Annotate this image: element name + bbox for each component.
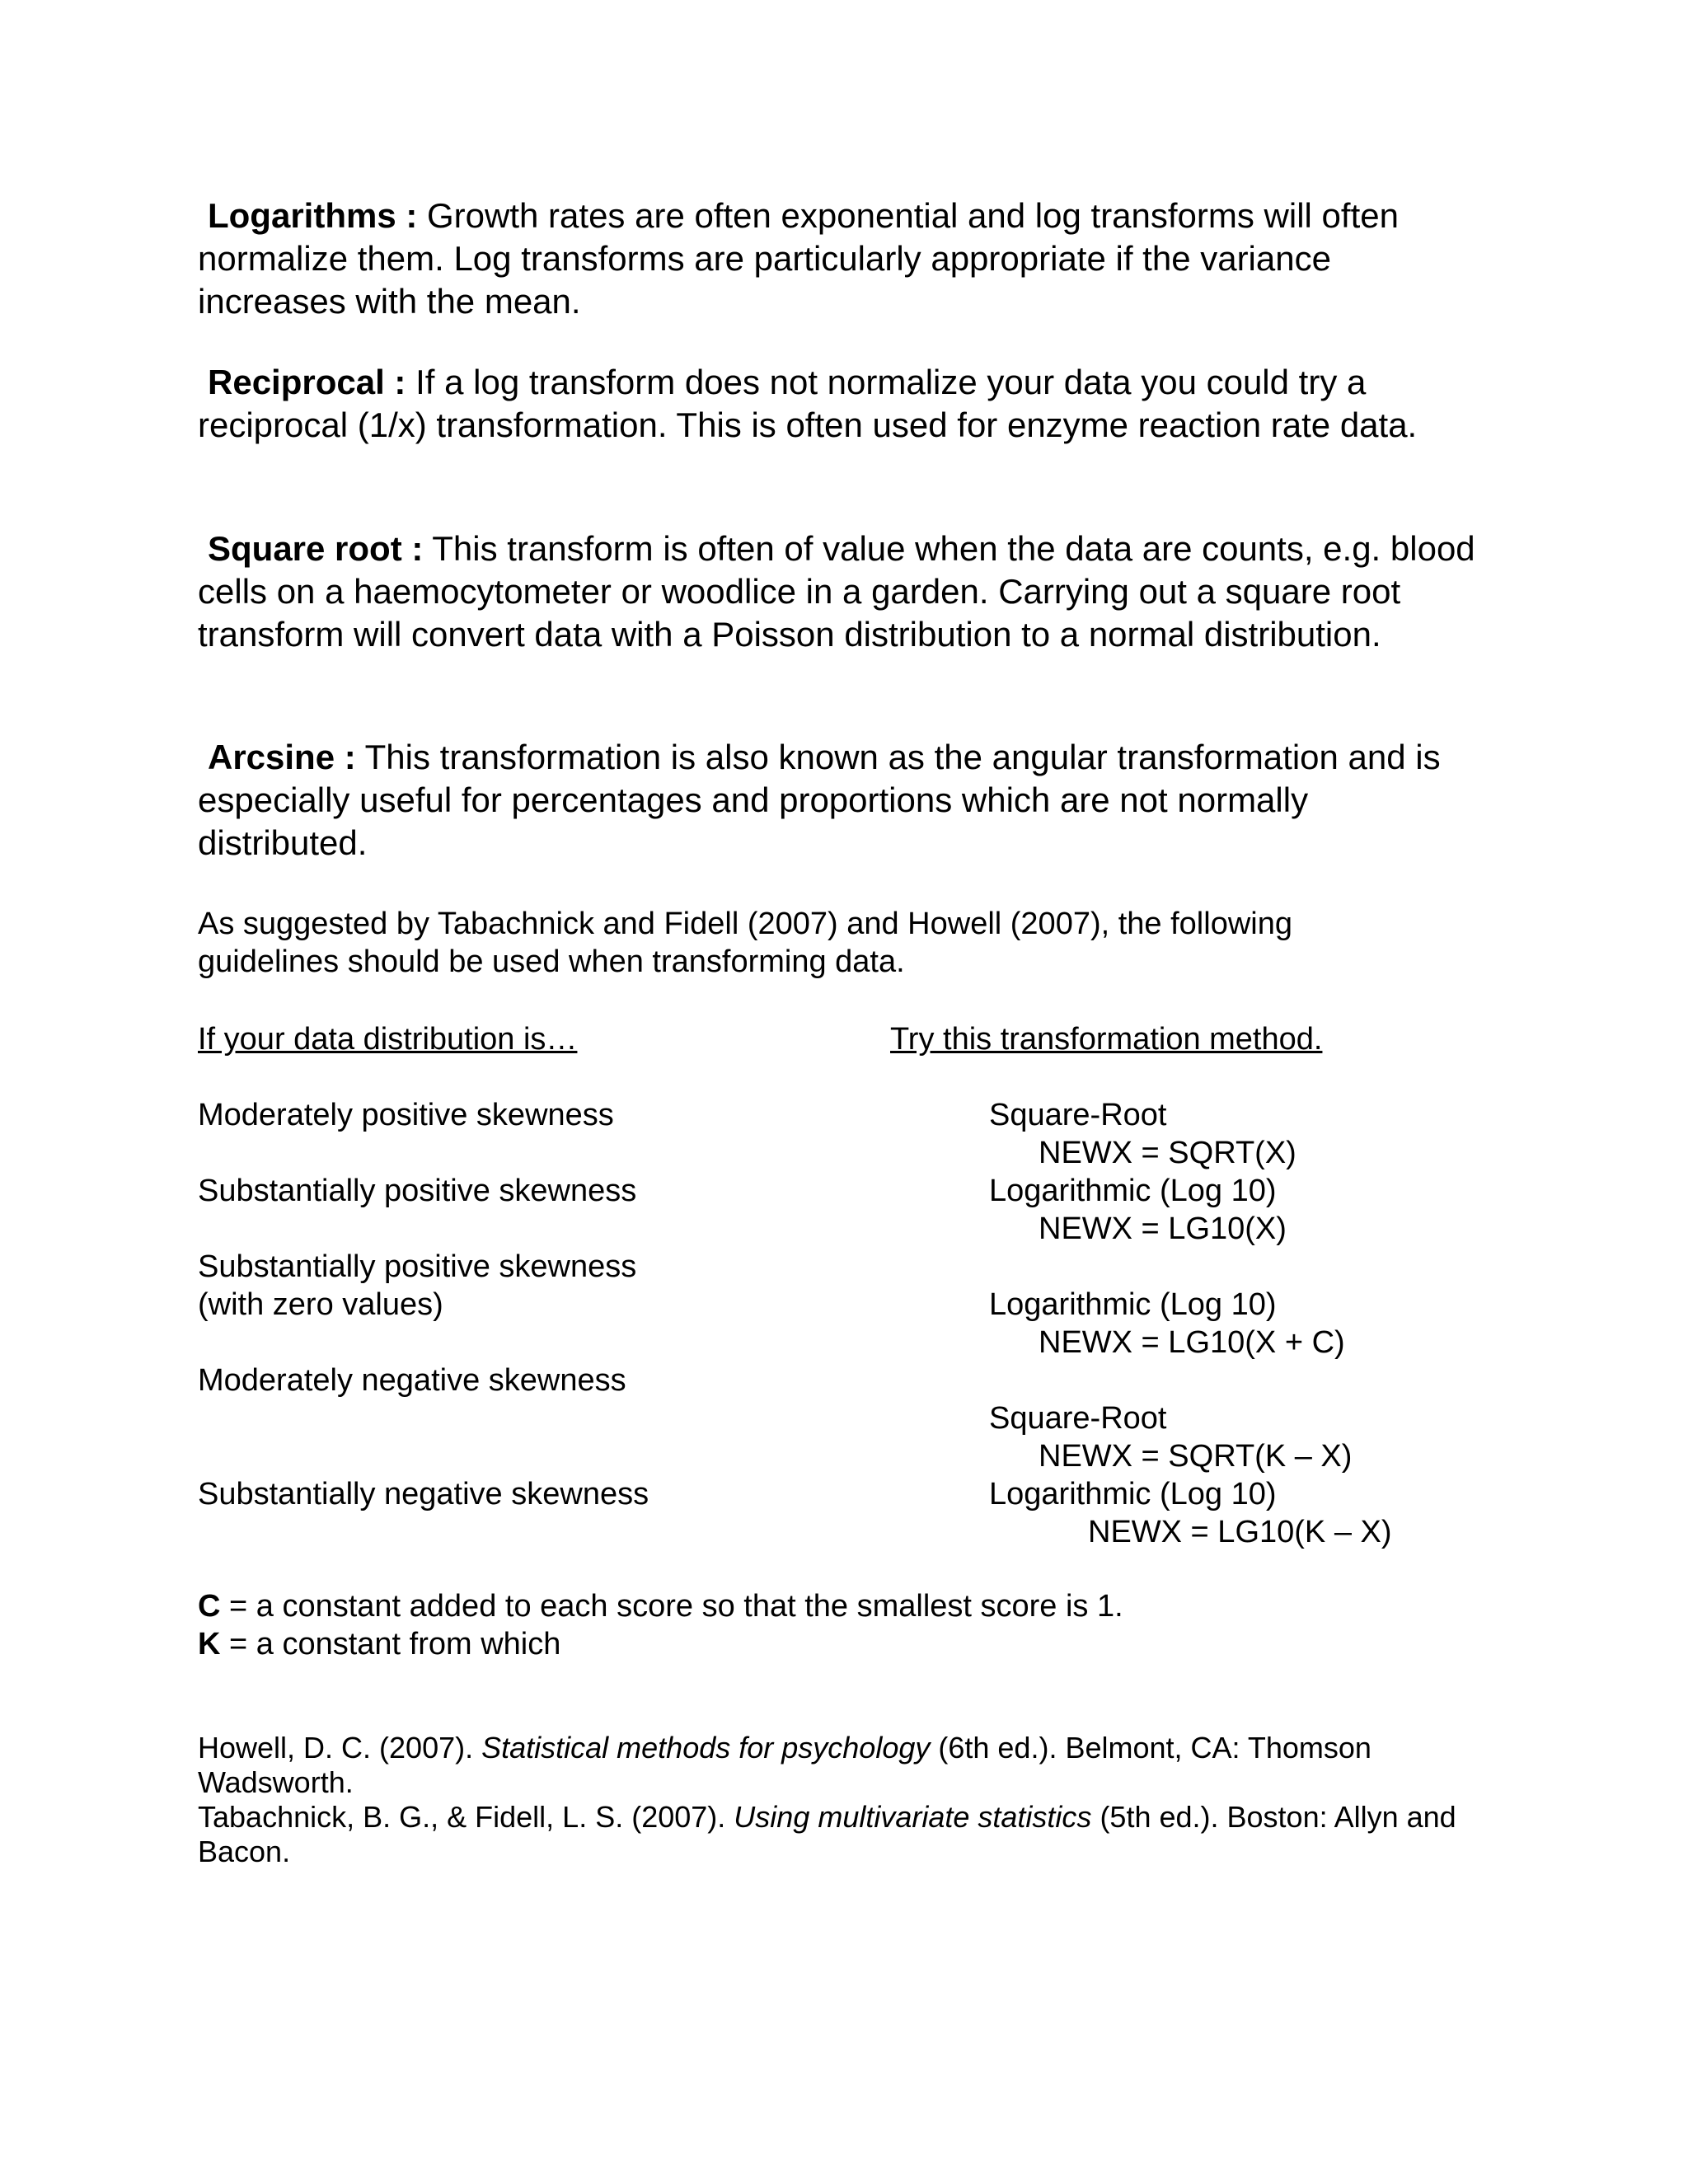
table-header-right: Try this transformation method. — [890, 1022, 1323, 1057]
reference-authors: Howell, D. C. (2007). — [198, 1731, 482, 1765]
reference-publisher: (6th ed.). Belmont, CA: Thomson Wadsworth. — [198, 1731, 1372, 1799]
transformation-formula: NEWX = LG10(X) — [1039, 1212, 1287, 1246]
distribution-item: Moderately negative skewness — [198, 1363, 626, 1398]
distribution-item: Moderately positive skewness — [198, 1098, 614, 1132]
transformation-method: Logarithmic (Log 10) — [989, 1477, 1277, 1511]
transformation-formula: NEWX = LG10(K – X) — [1088, 1515, 1392, 1549]
transformation-method: Logarithmic (Log 10) — [989, 1287, 1277, 1322]
constant-symbol: K — [198, 1627, 221, 1661]
definition-term: Reciprocal : — [208, 363, 406, 401]
constant-note-c — [198, 1587, 1123, 1625]
reference-howell — [198, 1731, 1467, 1800]
constant-text: = a constant added to each score so that the smallest score is 1. — [220, 1589, 1123, 1624]
definition-arcsine — [198, 736, 1484, 865]
constant-note-k — [198, 1625, 560, 1663]
reference-tabachnick — [198, 1800, 1467, 1869]
guidelines-intro: As suggested by Tabachnick and Fidell (2007) and Howell (2007), the following guidelines should be used when transforming data. — [198, 907, 1292, 979]
definition-square-root — [198, 527, 1484, 656]
constant-symbol: C — [198, 1589, 221, 1624]
transformation-formula: NEWX = SQRT(K – X) — [1039, 1439, 1353, 1474]
transformation-method: Square-Root — [989, 1098, 1167, 1132]
transformation-method: Logarithmic (Log 10) — [989, 1174, 1277, 1208]
table-header-left: If your data distribution is… — [198, 1022, 578, 1057]
definition-term: Logarithms : — [208, 196, 418, 235]
reference-publisher: (5th ed.). Boston: Allyn and Bacon. — [198, 1800, 1456, 1868]
definition-logarithms — [198, 194, 1484, 323]
definition-text: This transformation is also known as the angular transformation and is especially useful for percentages and proportions which are not normally distributed. — [198, 738, 1441, 862]
transformation-method: Square-Root — [989, 1401, 1167, 1436]
reference-title: Statistical methods for psychology — [481, 1731, 931, 1765]
distribution-item: Substantially positive skewness — [198, 1249, 637, 1284]
constant-text: = a constant from which — [220, 1627, 561, 1661]
reference-title: Using multivariate statistics — [734, 1800, 1092, 1834]
distribution-item: Substantially negative skewness — [198, 1477, 649, 1511]
reference-authors: Tabachnick, B. G., & Fidell, L. S. (2007). — [198, 1800, 734, 1834]
definition-reciprocal — [198, 361, 1484, 447]
definition-text: If a log transform does not normalize your data you could try a reciprocal (1/x) transformation. This is often used for enzyme reaction rate data. — [198, 363, 1418, 444]
transformation-formula: NEWX = LG10(X + C) — [1039, 1325, 1345, 1360]
definition-text: This transform is often of value when the data are counts, e.g. blood cells on a haemocytometer or woodlice in a garden. Carrying out a square root transform will convert data with a Poisson distribution to a normal distribution. — [198, 529, 1475, 654]
distribution-item: (with zero values) — [198, 1287, 443, 1322]
definition-text: Growth rates are often exponential and log transforms will often normalize them. Log transforms are particularly appropriate if the variance increases with the mean. — [198, 196, 1399, 321]
transformation-formula: NEWX = SQRT(X) — [1039, 1136, 1296, 1170]
definition-term: Arcsine : — [208, 738, 356, 776]
definition-term: Square root : — [208, 529, 424, 568]
distribution-item: Substantially positive skewness — [198, 1174, 637, 1208]
